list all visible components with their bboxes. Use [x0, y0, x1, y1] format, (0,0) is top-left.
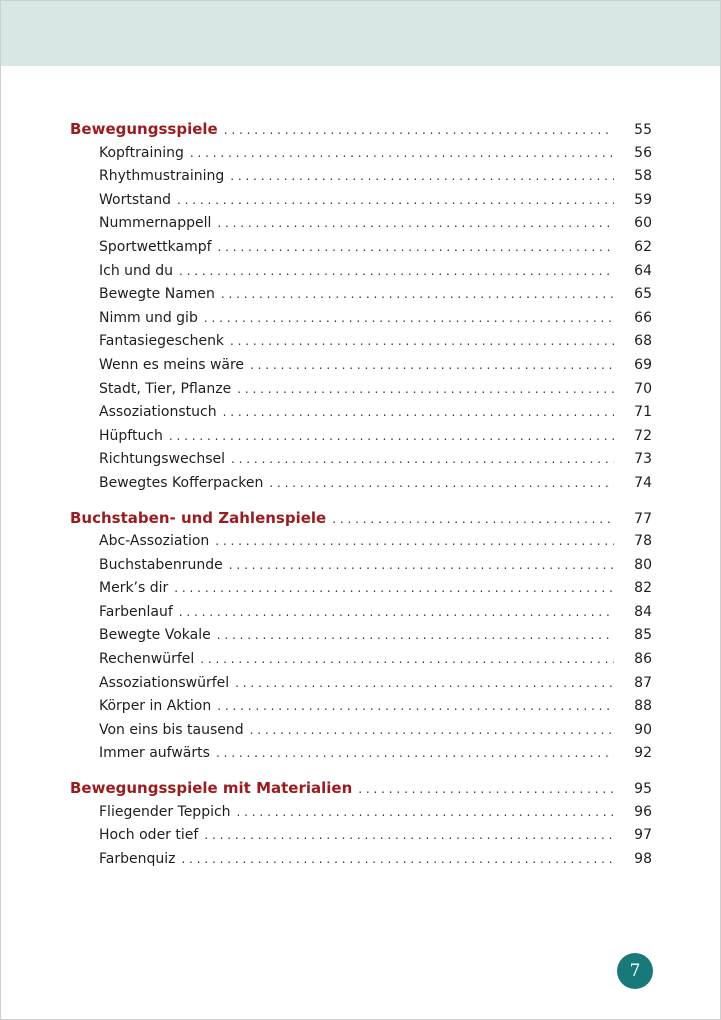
chapter-page: 55: [634, 122, 652, 138]
entry-page: 71: [634, 404, 652, 421]
toc-entry[interactable]: [70, 260, 652, 284]
leader-dots: [229, 554, 614, 578]
toc-entry[interactable]: [70, 378, 652, 402]
leader-dots: [237, 378, 614, 402]
leader-dots: [230, 165, 614, 189]
entry-page: 82: [634, 580, 652, 597]
entry-page: 96: [634, 803, 652, 820]
entry-page: 72: [634, 427, 652, 444]
entry-title: Bewegtes Kofferpacken: [99, 474, 264, 491]
toc-entry[interactable]: [70, 824, 652, 848]
toc-entry[interactable]: [70, 236, 652, 260]
entry-title: Farbenlauf: [99, 603, 173, 620]
entry-page: 69: [634, 356, 652, 373]
entry-page: 60: [634, 215, 652, 232]
entry-page: 58: [634, 168, 652, 185]
leader-dots: [174, 577, 614, 601]
entry-title: Merk’s dir: [99, 580, 169, 597]
toc-entry[interactable]: [70, 672, 652, 696]
leader-dots: [215, 530, 614, 554]
entry-title: Immer aufwärts: [99, 745, 210, 762]
entry-title: Körper in Aktion: [99, 698, 212, 715]
leader-dots: [237, 801, 614, 825]
toc-entry[interactable]: [70, 448, 652, 472]
entry-page: 87: [634, 674, 652, 691]
leader-dots: [179, 260, 614, 284]
entry-title: Bewegte Vokale: [99, 627, 211, 644]
entry-page: 86: [634, 651, 652, 668]
entry-title: Von eins bis tausend: [99, 721, 244, 738]
toc-entry[interactable]: [70, 695, 652, 719]
toc-entry[interactable]: [70, 425, 652, 449]
leader-dots: [177, 189, 614, 213]
entry-title: Ich und du: [99, 262, 173, 279]
toc-entry[interactable]: [70, 554, 652, 578]
toc-entry[interactable]: [70, 624, 652, 648]
entry-page: 68: [634, 333, 652, 350]
toc-entry[interactable]: [70, 742, 652, 766]
entry-page: 59: [634, 191, 652, 208]
entry-title: Wortstand: [99, 191, 171, 208]
leader-dots: [235, 672, 614, 696]
leader-dots: [224, 119, 614, 143]
entry-title: Bewegte Namen: [99, 286, 215, 303]
entry-page: 62: [634, 238, 652, 255]
toc-entry[interactable]: [70, 530, 652, 554]
leader-dots: [250, 719, 614, 743]
toc-entry[interactable]: [70, 283, 652, 307]
entry-page: 97: [634, 827, 652, 844]
header-band: [1, 1, 720, 66]
leader-dots: [204, 824, 614, 848]
entry-page: 92: [634, 745, 652, 762]
entry-page: 84: [634, 603, 652, 620]
leader-dots: [223, 401, 614, 425]
chapter-title: Buchstaben- und Zahlenspiele: [70, 508, 327, 527]
leader-dots: [181, 848, 614, 872]
entry-title: Sportwettkampf: [99, 238, 212, 255]
entry-title: Wenn es meins wäre: [99, 356, 245, 373]
entry-title: Abc-Assoziation: [99, 533, 210, 550]
leader-dots: [269, 472, 614, 496]
toc-entry[interactable]: [70, 719, 652, 743]
toc-entry[interactable]: [70, 472, 652, 496]
leader-dots: [179, 601, 614, 625]
toc-entry[interactable]: [70, 648, 652, 672]
entry-title: Nummernappell: [99, 215, 212, 232]
leader-dots: [231, 448, 614, 472]
toc-entry[interactable]: [70, 801, 652, 825]
leader-dots: [217, 695, 614, 719]
entry-title: Rechenwürfel: [99, 651, 195, 668]
entry-title: Fliegender Teppich: [99, 803, 231, 820]
toc-entry[interactable]: [70, 165, 652, 189]
entry-page: 98: [634, 850, 652, 867]
entry-page: 80: [634, 556, 652, 573]
toc-chapter[interactable]: [70, 777, 652, 801]
entry-title: Rhythmustraining: [99, 168, 225, 185]
chapter-title: Bewegungsspiele: [70, 120, 218, 138]
entry-page: 88: [634, 698, 652, 715]
leader-dots: [204, 307, 614, 331]
entry-page: 65: [634, 286, 652, 303]
entry-title: Buchstabenrunde: [99, 556, 223, 573]
toc-entry[interactable]: [70, 189, 652, 213]
toc-chapter[interactable]: [70, 118, 652, 142]
leader-dots: [250, 354, 614, 378]
entry-title: Nimm und gib: [99, 309, 198, 326]
entry-page: 90: [634, 721, 652, 738]
leader-dots: [216, 742, 614, 766]
chapter-page: 95: [634, 781, 652, 798]
leader-dots: [332, 508, 614, 532]
leader-dots: [217, 212, 614, 236]
entry-page: 56: [634, 144, 652, 161]
toc-entry[interactable]: [70, 577, 652, 601]
leader-dots: [169, 425, 614, 449]
entry-page: 74: [634, 474, 652, 491]
entry-page: 78: [634, 533, 652, 550]
table-of-contents: [70, 118, 652, 871]
entry-title: Hoch oder tief: [99, 827, 199, 844]
leader-dots: [200, 648, 614, 672]
entry-title: Farbenquiz: [99, 850, 176, 867]
entry-page: 73: [634, 451, 652, 468]
entry-page: 85: [634, 627, 652, 644]
toc-entry[interactable]: [70, 142, 652, 166]
toc-entry[interactable]: [70, 848, 652, 872]
entry-title: Richtungswechsel: [99, 451, 226, 468]
toc-entry[interactable]: [70, 401, 652, 425]
toc-chapter[interactable]: [70, 507, 652, 531]
entry-title: Hüpftuch: [99, 427, 163, 444]
toc-entry[interactable]: [70, 354, 652, 378]
chapter-page: 77: [634, 510, 652, 527]
entry-title: Kopftraining: [99, 144, 184, 161]
toc-entry[interactable]: [70, 601, 652, 625]
leader-dots: [358, 778, 614, 802]
entry-title: Fantasiegeschenk: [99, 333, 225, 350]
entry-page: 64: [634, 262, 652, 279]
toc-entry[interactable]: [70, 330, 652, 354]
leader-dots: [217, 624, 614, 648]
leader-dots: [218, 236, 614, 260]
toc-entry[interactable]: [70, 307, 652, 331]
toc-entry[interactable]: [70, 212, 652, 236]
leader-dots: [221, 283, 614, 307]
entry-page: 70: [634, 380, 652, 397]
page-number-badge: 7: [617, 953, 653, 989]
chapter-title: Bewegungsspiele mit Materialien: [70, 779, 353, 798]
leader-dots: [190, 142, 614, 166]
entry-title: Assoziationstuch: [99, 404, 217, 421]
leader-dots: [230, 330, 614, 354]
entry-title: Assoziationswürfel: [99, 674, 230, 691]
entry-page: 66: [634, 309, 652, 326]
entry-title: Stadt, Tier, Pflanze: [99, 380, 232, 397]
